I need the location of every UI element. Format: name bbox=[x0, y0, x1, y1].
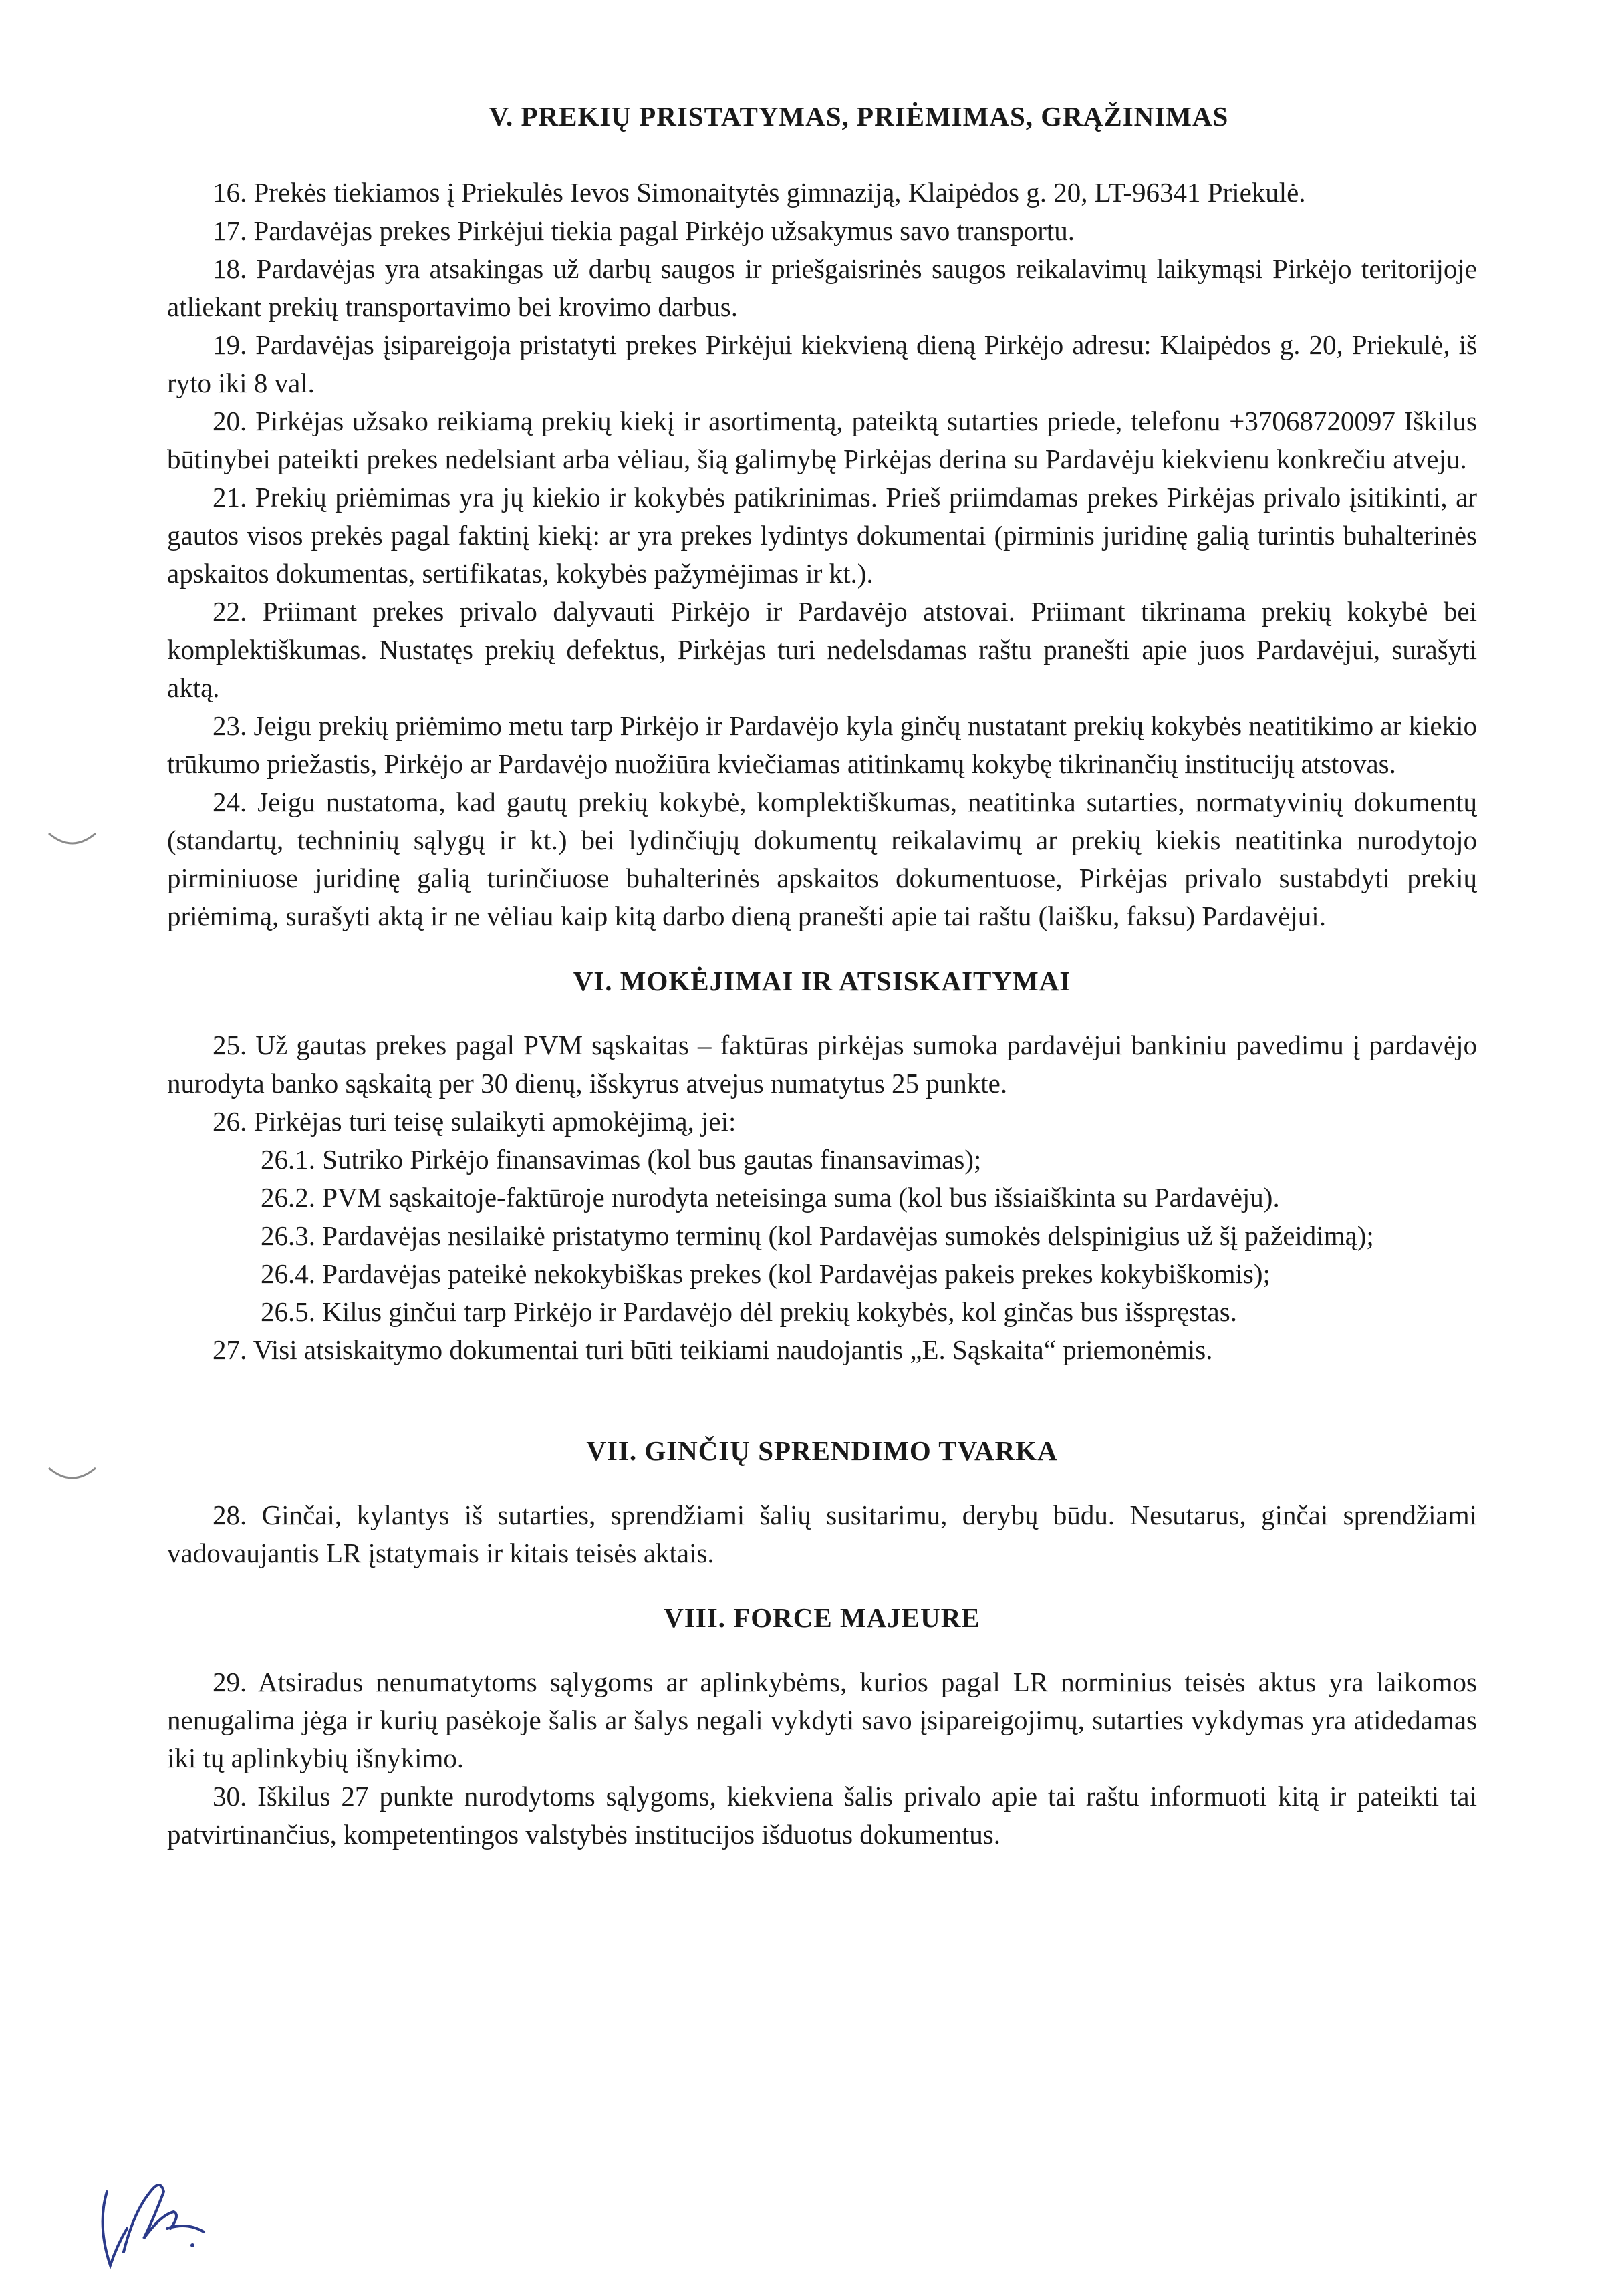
subitem-26-2: 26.2. PVM sąskaitoje-faktūroje nurodyta neteisinga suma (kol bus išsiaiškinta su Pardavėju). bbox=[261, 1182, 1280, 1213]
section-title-vii: VII. GINČIŲ SPRENDIMO TVARKA bbox=[586, 1435, 1058, 1466]
paragraph-18: 18. Pardavėjas yra atsakingas už darbų saugos ir priešgaisrinės saugos reikalavimų laikymąsi Pirkėjo teritorijoje atliekant prekių transportavimo bei krovimo darbus. bbox=[167, 253, 1477, 322]
paragraph-28: 28. Ginčai, kylantys iš sutarties, sprendžiami šalių susitarimu, derybų būdu. Nesutarus, ginčai sprendžiami vadovaujantis LR įstatymais ir kitais teisės aktais. bbox=[167, 1499, 1477, 1568]
paragraph-20: 20. Pirkėjas užsako reikiamą prekių kiekį ir asortimentą, pateiktą sutarties priede, telefonu +37068720097 Iškilus būtinybei pateikti prekes nedelsiant arba vėliau, šią galimybę Pirkėjas derina su Pardavėju kiekvienu konkrečiu atveju. bbox=[167, 406, 1477, 474]
subitem-26-4: 26.4. Pardavėjas pateikė nekokybiškas prekes (kol Pardavėjas pakeis prekes kokybiškomis); bbox=[261, 1258, 1270, 1289]
paragraph-23: 23. Jeigu prekių priėmimo metu tarp Pirkėjo ir Pardavėjo kyla ginčų nustatant prekių kokybės neatitikimo ar kiekio trūkumo priežastis, Pirkėjo ar Pardavėjo nuožiūra kviečiamas atitinkamų kokybę tikrinančių institucijų atstovas. bbox=[167, 710, 1477, 779]
paragraph-26: 26. Pirkėjas turi teisę sulaikyti apmokėjimą, jei: bbox=[213, 1106, 736, 1137]
paragraph-24: 24. Jeigu nustatoma, kad gautų prekių kokybė, komplektiškumas, neatitinka sutarties, normatyvinių dokumentų (standartų, techninių sąlygų ir kt.) bei lydinčiųjų dokumentų reikalavimų ar prekių kiekis neatitinka nurodytojo pirminiuose juridinę galią turinčiuose buhalterinės apskaitos dokumentuose, Pirkėjas privalo sustabdyti prekių priėmimą, surašyti aktą ir ne vėliau kaip kitą darbo dieną pranešti apie tai raštu (laišku, faksu) Pardavėjui. bbox=[167, 786, 1477, 931]
section-title-v: V. PREKIŲ PRISTATYMAS, PRIĖMIMAS, GRĄŽINIMAS bbox=[489, 101, 1229, 132]
paragraph-21: 21. Prekių priėmimas yra jų kiekio ir kokybės patikrinimas. Prieš priimdamas prekes Pirkėjas privalo įsitikinti, ar gautos visos prekės pagal faktinį kiekį: ar yra prekes lydintys dokumentai (pirminis juridinę galią turintis buhalterinės apskaitos dokumentas, sertifikatas, kokybės pažymėjimas ir kt.). bbox=[167, 482, 1477, 589]
paragraph-30: 30. Iškilus 27 punkte nurodytoms sąlygoms, kiekviena šalis privalo apie tai raštu informuoti kitą ir pateikti tai patvirtinančius, kompetentingos valstybės institucijos išduotus dokumentus. bbox=[167, 1781, 1477, 1850]
punch-hole-mark-icon bbox=[45, 830, 99, 850]
handwritten-signature bbox=[87, 2165, 221, 2279]
paragraph-22: 22. Priimant prekes privalo dalyvauti Pirkėjo ir Pardavėjo atstovai. Priimant tikrinama prekių kokybė bei komplektiškumas. Nustatęs prekių defektus, Pirkėjas turi nedelsdamas raštu pranešti apie juos Pardavėjui, surašyti aktą. bbox=[167, 596, 1477, 703]
section-title-viii: VIII. FORCE MAJEURE bbox=[664, 1602, 980, 1633]
punch-hole-mark-icon bbox=[45, 1465, 99, 1485]
paragraph-16: 16. Prekės tiekiamos į Priekulės Ievos Simonaitytės gimnaziją, Klaipėdos g. 20, LT-96341 Priekulė. bbox=[213, 177, 1306, 208]
paragraph-25: 25. Už gautas prekes pagal PVM sąskaitas – faktūras pirkėjas sumoka pardavėjui bankiniu pavedimu į pardavėjo nurodyta banko sąskaitą per 30 dienų, išskyrus atvejus numatytus 25 punkte. bbox=[167, 1030, 1477, 1099]
paragraph-29: 29. Atsiradus nenumatytoms sąlygoms ar aplinkybėms, kurios pagal LR norminius teisės aktus yra laikomos nenugalima jėga ir kurių pasėkoje šalis ar šalys negali vykdyti savo įsipareigojimų, sutarties vykdymas yra atidedamas iki tų aplinkybių išnykimo. bbox=[167, 1667, 1477, 1773]
paragraph-17: 17. Pardavėjas prekes Pirkėjui tiekia pagal Pirkėjo užsakymus savo transportu. bbox=[213, 215, 1075, 246]
subitem-26-5: 26.5. Kilus ginčui tarp Pirkėjo ir Pardavėjo dėl prekių kokybės, kol ginčas bus išspręstas. bbox=[261, 1296, 1237, 1327]
subitem-26-1: 26.1. Sutriko Pirkėjo finansavimas (kol bus gautas finansavimas); bbox=[261, 1144, 982, 1175]
paragraph-19: 19. Pardavėjas įsipareigoja pristatyti prekes Pirkėjui kiekvieną dieną Pirkėjo adresu: Klaipėdos g. 20, Priekulė, iš ryto iki 8 val. bbox=[167, 329, 1477, 398]
section-title-vi: VI. MOKĖJIMAI IR ATSISKAITYMAI bbox=[573, 966, 1071, 996]
document-page bbox=[167, 100, 1477, 1854]
subitem-26-3: 26.3. Pardavėjas nesilaikė pristatymo terminų (kol Pardavėjas sumokės delspinigius už šį pažeidimą); bbox=[261, 1220, 1374, 1251]
paragraph-27: 27. Visi atsiskaitymo dokumentai turi būti teikiami naudojantis „E. Sąskaita“ priemonėmis. bbox=[213, 1334, 1213, 1365]
